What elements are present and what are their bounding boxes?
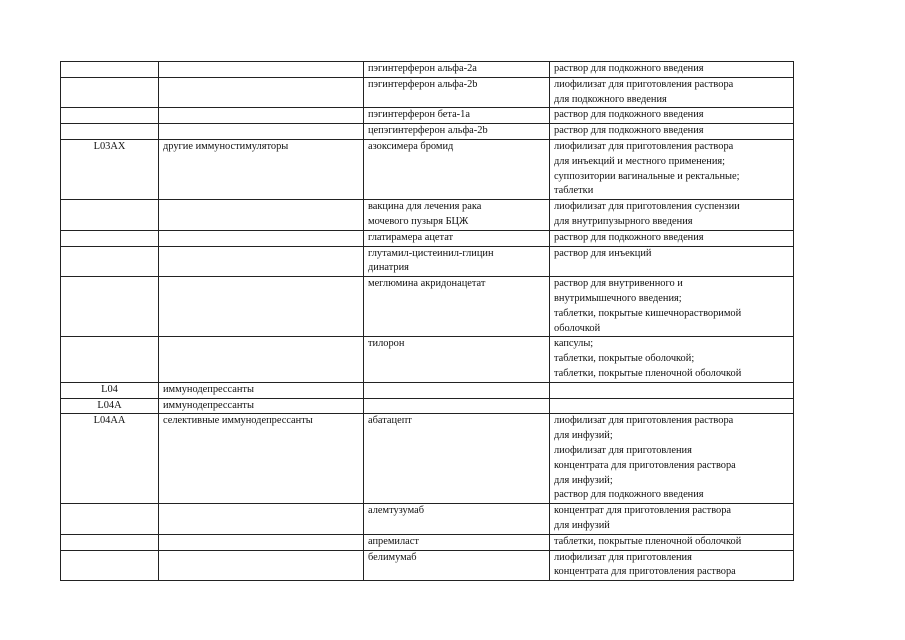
dosage-form-cell	[550, 230, 794, 246]
dosage-form-cell	[550, 77, 794, 108]
cell-text-line: концентрата для приготовления раствора	[554, 459, 736, 471]
group-name-cell	[159, 62, 364, 78]
table-row	[61, 382, 794, 398]
cell-text-line: оболочкой	[554, 322, 601, 334]
atc-code-cell	[61, 124, 159, 140]
cell-text-line: меглюмина акридонацетат	[368, 278, 486, 290]
table-row	[61, 108, 794, 124]
substance-cell	[364, 504, 550, 535]
cell-text-line: иммунодепрессанты	[163, 383, 254, 395]
cell-text-line: лиофилизат для приготовления раствора	[554, 415, 734, 427]
dosage-form-cell	[550, 414, 794, 504]
group-name-cell	[159, 414, 364, 504]
cell-text-line	[163, 124, 359, 139]
cell-text-line: для инъекций и местного применения;	[554, 155, 726, 167]
cell-text-line	[65, 231, 154, 246]
table-row	[61, 398, 794, 414]
cell-text-line: капсулы;	[554, 338, 594, 350]
cell-text-line: вакцина для лечения рака	[368, 201, 482, 213]
substance-cell	[364, 382, 550, 398]
dosage-form-cell	[550, 124, 794, 140]
cell-text-line	[163, 231, 359, 246]
cell-text-line: мочевого пузыря БЦЖ	[368, 215, 469, 227]
cell-text-line	[368, 399, 545, 414]
group-name-cell	[159, 124, 364, 140]
dosage-form-cell	[550, 337, 794, 382]
substance-cell	[364, 550, 550, 581]
substance-cell	[364, 337, 550, 382]
table-row	[61, 534, 794, 550]
cell-text-line: концентрата для приготовления раствора	[554, 566, 736, 578]
cell-text-line	[163, 504, 359, 519]
cell-text-line: пэгинтерферон альфа-2a	[368, 63, 477, 74]
cell-text-line: белимумаб	[368, 551, 417, 563]
atc-code-cell	[61, 337, 159, 382]
dosage-form-cell	[550, 139, 794, 199]
cell-text-line: алемтузумаб	[368, 505, 425, 517]
table-row	[61, 139, 794, 199]
cell-text-line	[65, 277, 154, 292]
cell-text-line: раствор для подкожного введения	[554, 231, 704, 243]
cell-text-line: раствор для подкожного введения	[554, 125, 704, 137]
group-name-cell	[159, 277, 364, 337]
atc-code-cell	[61, 139, 159, 199]
dosage-form-cell	[550, 200, 794, 231]
atc-code-cell	[61, 550, 159, 581]
cell-text-line: внутримышечного введения;	[554, 292, 682, 304]
cell-text-line: лиофилизат для приготовления раствора	[554, 78, 734, 90]
substance-cell	[364, 139, 550, 199]
cell-text-line: раствор для внутривенного и	[554, 278, 683, 290]
cell-text-line: раствор для подкожного введения	[554, 63, 704, 74]
group-name-cell	[159, 230, 364, 246]
cell-text-line: глатирамера ацетат	[368, 231, 454, 243]
group-name-cell	[159, 382, 364, 398]
cell-text-line: раствор для инъекций	[554, 247, 652, 259]
cell-text-line: цепэгинтерферон альфа-2b	[368, 125, 488, 137]
drug-table-body	[61, 62, 794, 581]
cell-text-line	[65, 535, 154, 550]
dosage-form-cell	[550, 62, 794, 78]
drug-table	[60, 61, 794, 581]
cell-text-line: пэгинтерферон альфа-2b	[368, 78, 478, 90]
atc-code-cell	[61, 277, 159, 337]
cell-text-line: лиофилизат для приготовления раствора	[554, 140, 734, 152]
cell-text-line: L04A	[97, 399, 122, 411]
substance-cell	[364, 62, 550, 78]
cell-text-line: селективные иммунодепрессанты	[163, 415, 313, 427]
cell-text-line	[163, 247, 359, 262]
table-row	[61, 200, 794, 231]
cell-text-line: суппозитории вагинальные и ректальные;	[554, 170, 740, 182]
cell-text-line	[163, 535, 359, 550]
cell-text-line	[65, 78, 154, 93]
atc-code-cell	[61, 230, 159, 246]
cell-text-line: таблетки, покрытые пленочной оболочкой	[554, 367, 742, 379]
table-row	[61, 246, 794, 277]
cell-text-line: для инфузий;	[554, 430, 613, 442]
cell-text-line: таблетки, покрытые оболочкой;	[554, 353, 695, 365]
group-name-cell	[159, 246, 364, 277]
table-row	[61, 337, 794, 382]
dosage-form-cell	[550, 382, 794, 398]
cell-text-line: L04	[101, 383, 118, 395]
cell-text-line: L03AX	[93, 140, 126, 152]
substance-cell	[364, 230, 550, 246]
cell-text-line: абатацепт	[368, 415, 412, 427]
group-name-cell	[159, 337, 364, 382]
substance-cell	[364, 246, 550, 277]
table-row	[61, 504, 794, 535]
substance-cell	[364, 108, 550, 124]
atc-code-cell	[61, 200, 159, 231]
cell-text-line	[65, 200, 154, 215]
atc-code-cell	[61, 77, 159, 108]
cell-text-line	[65, 504, 154, 519]
substance-cell	[364, 77, 550, 108]
substance-cell	[364, 398, 550, 414]
atc-code-cell	[61, 534, 159, 550]
cell-text-line: иммунодепрессанты	[163, 399, 254, 411]
cell-text-line	[163, 337, 359, 352]
atc-code-cell	[61, 108, 159, 124]
cell-text-line: азоксимера бромид	[368, 140, 454, 152]
dosage-form-cell	[550, 108, 794, 124]
dosage-form-cell	[550, 246, 794, 277]
table-row	[61, 77, 794, 108]
cell-text-line: глутамил-цистеинил-глицин	[368, 247, 494, 259]
cell-text-line: пэгинтерферон бета-1a	[368, 109, 470, 121]
cell-text-line	[554, 399, 789, 414]
cell-text-line: апремиласт	[368, 535, 419, 547]
dosage-form-cell	[550, 277, 794, 337]
cell-text-line	[65, 124, 154, 139]
cell-text-line	[163, 78, 359, 93]
table-row	[61, 550, 794, 581]
cell-text-line: для подкожного введения	[554, 93, 667, 105]
atc-code-cell	[61, 382, 159, 398]
dosage-form-cell	[550, 550, 794, 581]
cell-text-line: L04AA	[93, 415, 126, 427]
dosage-form-cell	[550, 398, 794, 414]
cell-text-line: таблетки, покрытые кишечнорастворимой	[554, 307, 742, 319]
table-row	[61, 62, 794, 78]
cell-text-line: лиофилизат для приготовления суспензии	[554, 201, 740, 213]
cell-text-line	[65, 551, 154, 566]
cell-text-line	[163, 62, 359, 77]
cell-text-line	[65, 62, 154, 77]
dosage-form-cell	[550, 534, 794, 550]
group-name-cell	[159, 534, 364, 550]
group-name-cell	[159, 504, 364, 535]
cell-text-line	[65, 108, 154, 123]
cell-text-line: раствор для подкожного введения	[554, 109, 704, 121]
atc-code-cell	[61, 398, 159, 414]
dosage-form-cell	[550, 504, 794, 535]
cell-text-line: для внутрипузырного введения	[554, 215, 693, 227]
group-name-cell	[159, 139, 364, 199]
substance-cell	[364, 124, 550, 140]
table-row	[61, 230, 794, 246]
cell-text-line: динатрия	[368, 262, 409, 274]
cell-text-line: таблетки, покрытые пленочной оболочкой	[554, 535, 742, 547]
cell-text-line: раствор для подкожного введения	[554, 489, 704, 501]
cell-text-line	[163, 200, 359, 215]
group-name-cell	[159, 398, 364, 414]
cell-text-line	[163, 108, 359, 123]
cell-text-line: лиофилизат для приготовления	[554, 444, 692, 456]
group-name-cell	[159, 108, 364, 124]
substance-cell	[364, 414, 550, 504]
cell-text-line: для инфузий;	[554, 474, 613, 486]
group-name-cell	[159, 200, 364, 231]
table-row	[61, 277, 794, 337]
cell-text-line	[163, 551, 359, 566]
substance-cell	[364, 200, 550, 231]
cell-text-line: концентрат для приготовления раствора	[554, 505, 732, 517]
substance-cell	[364, 277, 550, 337]
cell-text-line: для инфузий	[554, 519, 610, 531]
atc-code-cell	[61, 504, 159, 535]
cell-text-line	[368, 383, 545, 398]
table-row	[61, 124, 794, 140]
cell-text-line: таблетки	[554, 185, 594, 197]
group-name-cell	[159, 77, 364, 108]
group-name-cell	[159, 550, 364, 581]
cell-text-line	[65, 337, 154, 352]
cell-text-line	[554, 383, 789, 398]
cell-text-line: тилорон	[368, 338, 405, 350]
cell-text-line: лиофилизат для приготовления	[554, 551, 692, 563]
cell-text-line	[65, 247, 154, 262]
cell-text-line: другие иммуностимуляторы	[163, 140, 289, 152]
atc-code-cell	[61, 246, 159, 277]
cell-text-line	[163, 277, 359, 292]
atc-code-cell	[61, 414, 159, 504]
atc-code-cell	[61, 62, 159, 78]
substance-cell	[364, 534, 550, 550]
table-row	[61, 414, 794, 504]
